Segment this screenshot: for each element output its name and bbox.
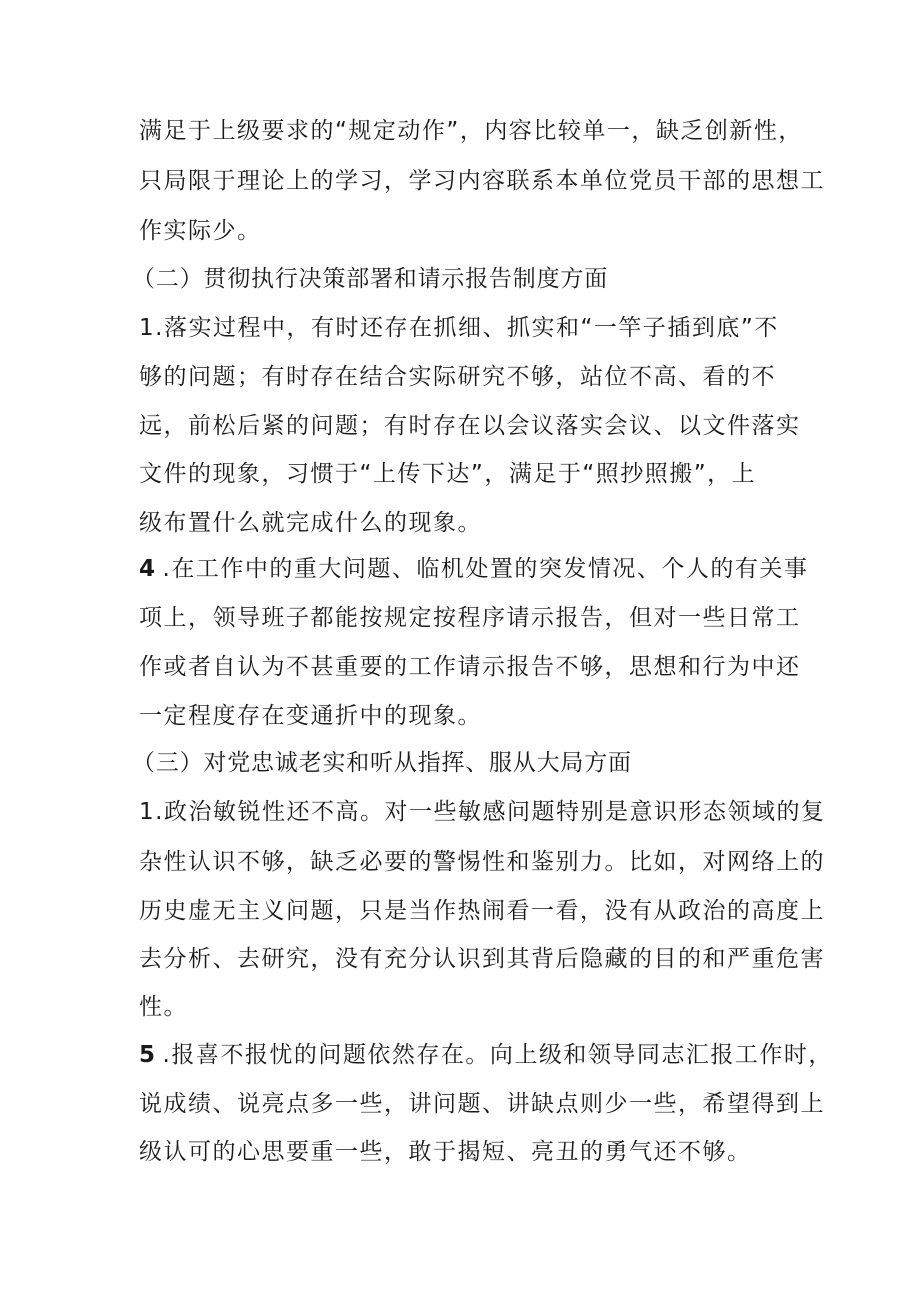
paragraph-line: 满足于上级要求的“规定动作”，内容比较单一，缺乏创新性， <box>139 118 803 144</box>
list-number: 5 <box>139 1042 157 1068</box>
section-heading-2: （二）贯彻执行决策部署和请示报告制度方面 <box>132 266 608 292</box>
paragraph-line: 够的问题；有时存在结合实际研究不够，站位不高、看的不 <box>139 364 776 390</box>
paragraph-line: 只局限于理论上的学习，学习内容联系本单位党员干部的思想工 <box>139 168 825 194</box>
paragraph-line: 1.落实过程中，有时还存在抓细、抓实和“一竿子插到底”不 <box>139 315 779 341</box>
line-text: .在工作中的重大问题、临机处置的突发情况、个人的有关事 <box>162 556 809 582</box>
paragraph-line: 远，前松后紧的问题；有时存在以会议落实会议、以文件落实 <box>139 413 801 439</box>
paragraph-line: 作实际少。 <box>139 218 262 244</box>
paragraph-line: 一定程度存在变通折中的现象。 <box>139 703 482 729</box>
paragraph-line: 性。 <box>139 994 188 1020</box>
paragraph-line: 文件的现象，习惯于“上传下达”，满足于“照抄照搬”，上 <box>139 461 757 487</box>
paragraph-line: 去分析、去研究，没有充分认识到其背后隐藏的目的和严重危害 <box>139 946 825 972</box>
paragraph-line: 历史虚无主义问题，只是当作热闹看一看，没有从政治的高度上 <box>139 898 825 924</box>
section-heading-3: （三）对党忠诚老实和听从指挥、服从大局方面 <box>132 750 632 776</box>
paragraph-line: 杂性认识不够，缺乏必要的警惕性和鉴别力。比如，对网络上的 <box>139 849 825 875</box>
paragraph-line: 级认可的心思要重一些，敢于揭短、亮丑的勇气还不够。 <box>139 1139 752 1165</box>
list-number: 4 <box>139 556 157 582</box>
paragraph-line: 项上，领导班子都能按规定按程序请示报告，但对一些日常工 <box>139 605 801 631</box>
line-text: .报喜不报忧的问题依然存在。向上级和领导同志汇报工作时， <box>162 1042 833 1068</box>
paragraph-line: 级布置什么就完成什么的现象。 <box>139 510 482 536</box>
paragraph-line: 1.政治敏锐性还不高。对一些敏感问题特别是意识形态领域的复 <box>139 799 826 825</box>
paragraph-line: 作或者自认为不甚重要的工作请示报告不够，思想和行为中还 <box>139 654 801 680</box>
paragraph-line-item-4 <box>139 554 808 584</box>
paragraph-line-item-5 <box>139 1040 833 1070</box>
paragraph-line: 说成绩、说亮点多一些，讲问题、讲缺点则少一些，希望得到上 <box>139 1091 825 1117</box>
